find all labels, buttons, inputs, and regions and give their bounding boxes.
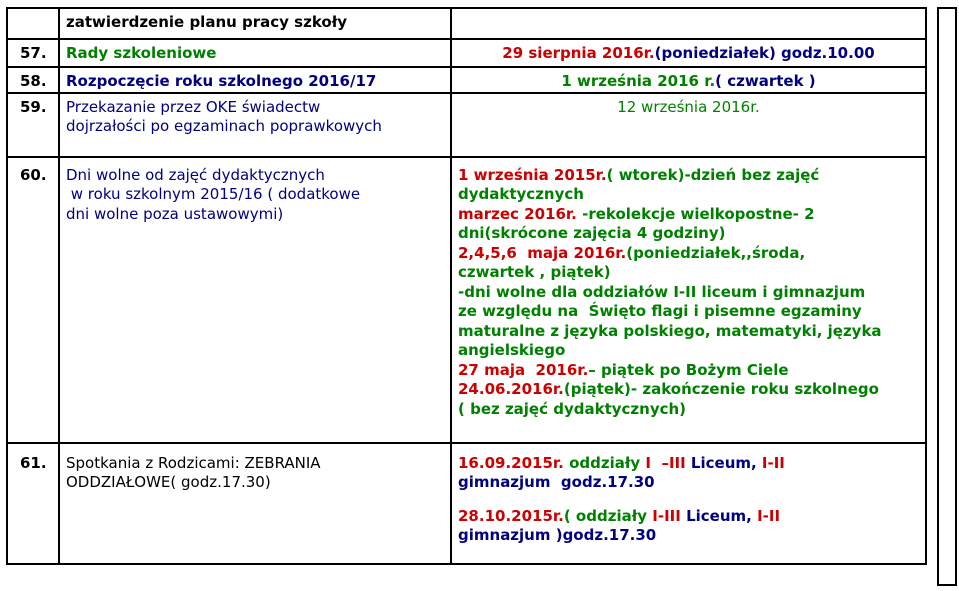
date-line: dni(skrócone zajęcia 4 godziny)	[458, 224, 726, 242]
row-number: 60.	[7, 157, 59, 443]
date-line: ( bez zajęć dydaktycznych)	[458, 399, 687, 418]
row-number	[7, 8, 59, 39]
date-line	[458, 493, 919, 507]
row-date	[451, 157, 926, 443]
row-date	[451, 39, 926, 67]
date-line: dydaktycznych	[458, 185, 584, 203]
row-description	[59, 443, 451, 564]
date-line: maturalne z języka polskiego, matematyki, języka	[458, 321, 882, 340]
date-line: marzec 2016r. -rekolekcje wielkopostne- 2	[458, 204, 815, 223]
desc-line: Spotkania z Rodzicami: ZEBRANIA	[66, 453, 321, 472]
date-text: 29 sierpnia 2016r.	[502, 44, 655, 62]
table-row	[7, 8, 926, 39]
row-number: 57.	[7, 39, 59, 67]
date-text: 12 września 2016r.	[617, 97, 760, 116]
desc-line: ODDZIAŁOWE( godz.17.30)	[66, 473, 271, 491]
row-description: Rady szkoleniowe	[59, 39, 451, 67]
right-border-frame	[937, 7, 957, 586]
row-date	[451, 8, 926, 39]
table-row	[7, 67, 926, 93]
row-date	[451, 93, 926, 157]
row-number: 58.	[7, 67, 59, 93]
date-line: -dni wolne dla oddziałów I-II liceum i gimnazjum	[458, 282, 866, 301]
date-line: 1 września 2015r.( wtorek)-dzień bez zajęć	[458, 165, 820, 184]
row-date	[451, 67, 926, 93]
date-line: 27 maja 2016r.– piątek po Bożym Ciele	[458, 360, 789, 379]
desc-line: dojrzałości po egzaminach poprawkowych	[66, 117, 382, 135]
date-note: (poniedziałek) godz.10.00	[654, 44, 875, 62]
date-line: 28.10.2015r.( oddziały I-III Liceum, I-II	[458, 506, 781, 525]
desc-line: dni wolne poza ustawowymi)	[66, 204, 284, 223]
schedule-table	[6, 7, 927, 565]
table-row	[7, 157, 926, 443]
date-line: ze względu na Święto flagi i pisemne egzaminy	[458, 302, 862, 320]
date-line: 16.09.2015r. oddziały I –III Liceum, I-II	[458, 453, 785, 472]
date-line: 24.06.2016r.(piątek)- zakończenie roku szkolnego	[458, 380, 879, 398]
desc-line: Przekazanie przez OKE świadectw	[66, 97, 321, 116]
row-date	[451, 443, 926, 564]
row-description	[59, 93, 451, 157]
row-number: 61.	[7, 443, 59, 564]
table-row	[7, 93, 926, 157]
date-line: 2,4,5,6 maja 2016r.(poniedziałek,,środa,	[458, 243, 806, 262]
table-row	[7, 39, 926, 67]
desc-line: Dni wolne od zajęć dydaktycznych	[66, 165, 325, 184]
date-text: 1 września 2016 r.	[561, 72, 716, 90]
row-description: Rozpoczęcie roku szkolnego 2016/17	[59, 67, 451, 93]
row-number: 59.	[7, 93, 59, 157]
table-row	[7, 443, 926, 564]
row-description	[59, 157, 451, 443]
date-note: ( czwartek )	[715, 72, 816, 90]
date-line: gimnazjum godz.17.30	[458, 473, 655, 491]
date-line: gimnazjum )godz.17.30	[458, 526, 657, 544]
date-line: angielskiego	[458, 341, 566, 359]
desc-line: w roku szkolnym 2015/16 ( dodatkowe	[66, 185, 361, 203]
date-line: czwartek , piątek)	[458, 263, 611, 281]
row-description: zatwierdzenie planu pracy szkoły	[59, 8, 451, 39]
